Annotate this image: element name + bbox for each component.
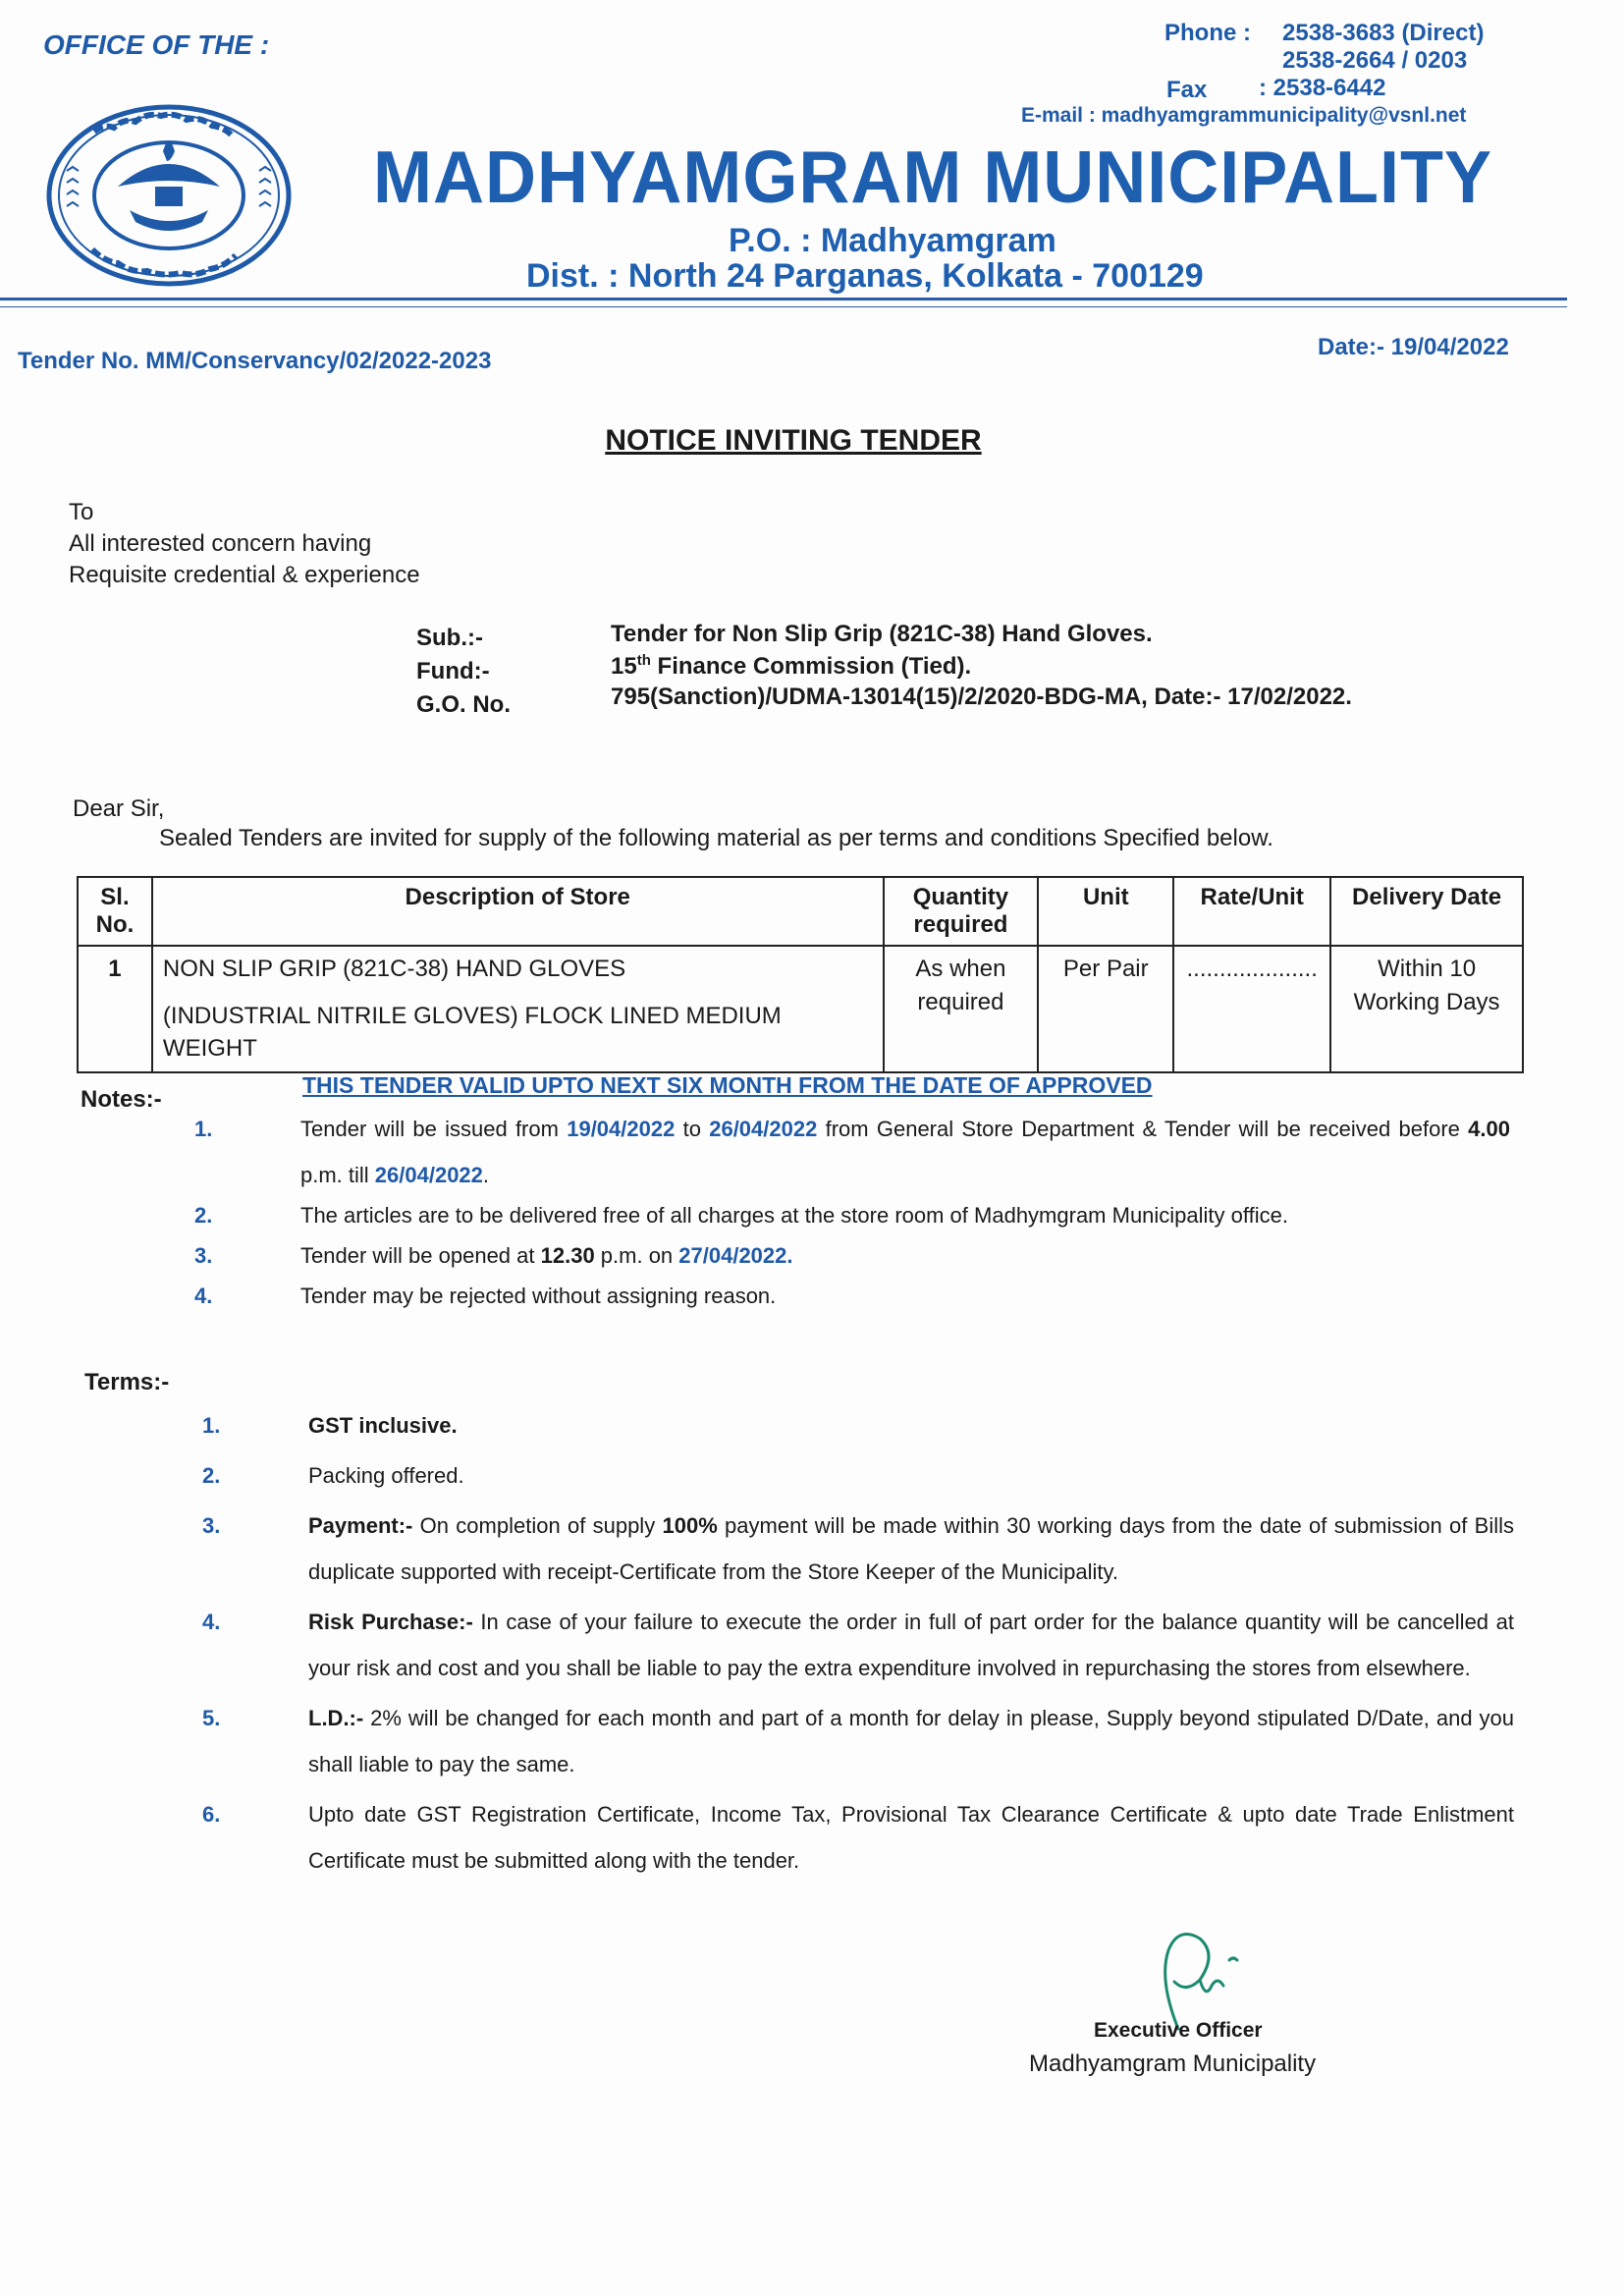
description-line-1: NON SLIP GRIP (821C-38) HAND GLOVES xyxy=(162,956,626,982)
validity-notice: THIS TENDER VALID UPTO NEXT SIX MONTH FROM THE DATE OF APPROVED xyxy=(302,1072,1153,1098)
addressee-line-1: All interested concern having xyxy=(69,530,372,557)
header-divider-thin xyxy=(0,306,1567,307)
header-sl-no: Sl. No. xyxy=(78,877,152,946)
cell-rate: .................... xyxy=(1173,946,1330,1072)
cell-description xyxy=(152,946,884,1072)
go-number-label: G.O. No. xyxy=(416,691,511,718)
notice-date: Date:- 19/04/2022 xyxy=(1318,334,1509,360)
municipality-seal-logo xyxy=(45,102,293,289)
table-row xyxy=(78,946,1523,1072)
table-header-row xyxy=(78,877,1523,946)
header-quantity: Quantity required xyxy=(884,877,1039,946)
term-item-number: 1. xyxy=(202,1413,221,1438)
post-office-line: P.O. : Madhyamgram xyxy=(729,222,1056,259)
salutation: Dear Sir, xyxy=(73,795,165,822)
description-line-2: (INDUSTRIAL NITRILE GLOVES) FLOCK LINED MEDIUM WEIGHT xyxy=(162,1002,782,1063)
district-line: Dist. : North 24 Parganas, Kolkata - 700129 xyxy=(526,257,1204,295)
note-item-text: Tender may be rejected without assigning reason. xyxy=(300,1284,777,1308)
term-item-text: Upto date GST Registration Certificate, Income Tax, Provisional Tax Clearance Certificate & upto date Trade Enlistment Certificate must be submitted along with the tender. xyxy=(308,1802,1514,1873)
fax-label: Fax xyxy=(1166,77,1208,103)
header-divider xyxy=(0,298,1567,301)
header-unit: Unit xyxy=(1038,877,1173,946)
term-item-text: L.D.:- 2% will be changed for each month and part of a month for delay in please, Supply beyond stipulated D/Date, and you shall liable to pay the same. xyxy=(308,1706,1514,1777)
addressee-to: To xyxy=(69,499,94,525)
term-item xyxy=(202,1452,1514,1499)
term-item-number: 2. xyxy=(202,1463,221,1488)
term-item-number: 4. xyxy=(202,1610,221,1634)
term-item-text: Packing offered. xyxy=(308,1463,464,1488)
notes-list xyxy=(194,1106,1510,1313)
office-of-label: OFFICE OF THE : xyxy=(43,29,270,60)
note-item-number: 1. xyxy=(194,1117,213,1141)
term-item-number: 6. xyxy=(202,1802,221,1827)
signatory-title: Executive Officer xyxy=(1094,2019,1263,2042)
tender-number: Tender No. MM/Conservancy/02/2022-2023 xyxy=(18,348,492,374)
cell-sl: 1 xyxy=(78,946,152,1072)
term-item xyxy=(202,1695,1514,1787)
cell-unit: Per Pair xyxy=(1038,946,1173,1072)
intro-paragraph: Sealed Tenders are invited for supply of the following material as per terms and conditions Specified below. xyxy=(159,825,1273,851)
terms-list xyxy=(202,1402,1514,1887)
note-item-number: 3. xyxy=(194,1243,213,1268)
term-item-text: GST inclusive. xyxy=(308,1413,458,1438)
term-item-number: 3. xyxy=(202,1513,221,1538)
term-item-text: Risk Purchase:- In case of your failure to execute the order in full of part order for the balance quantity will be cancelled at your risk and cost and you shall be liable to pay the extra expenditure involved in repurchasing the stores from elsewhere. xyxy=(308,1610,1514,1680)
header-delivery: Delivery Date xyxy=(1330,877,1523,946)
note-item-number: 2. xyxy=(194,1203,213,1228)
note-item-number: 4. xyxy=(194,1284,213,1308)
signatory-organization: Madhyamgram Municipality xyxy=(1029,2050,1317,2077)
email-address: E-mail : madhyamgrammunicipality@vsnl.net xyxy=(1021,104,1467,127)
fax-value: : 2538-6442 xyxy=(1259,75,1386,101)
note-item-text: Tender will be opened at 12.30 p.m. on 27/04/2022. xyxy=(300,1243,793,1268)
note-item xyxy=(194,1106,1510,1198)
term-item xyxy=(202,1503,1514,1595)
cell-delivery: Within 10 Working Days xyxy=(1330,946,1523,1072)
store-table xyxy=(77,876,1524,1073)
fund-value: 15th Finance Commission (Tied). xyxy=(611,652,972,680)
subject-value: Tender for Non Slip Grip (821C-38) Hand Gloves. xyxy=(611,621,1153,647)
go-number-value: 795(Sanction)/UDMA-13014(15)/2/2020-BDG-MA, Date:- 17/02/2022. xyxy=(611,683,1352,710)
term-item xyxy=(202,1402,1514,1449)
term-item xyxy=(202,1791,1514,1884)
municipality-title: MADHYAMGRAM MUNICIPALITY xyxy=(373,137,1492,219)
note-item-text: Tender will be issued from 19/04/2022 to 26/04/2022 from General Store Department & Tender will be received before 4.00 p.m. till 26/04/2022. xyxy=(300,1117,1510,1187)
phone-label: Phone : xyxy=(1164,20,1251,46)
header-rate: Rate/Unit xyxy=(1173,877,1330,946)
note-item xyxy=(194,1273,1510,1319)
note-item xyxy=(194,1232,1510,1279)
cell-quantity: As when required xyxy=(884,946,1039,1072)
addressee-line-2: Requisite credential & experience xyxy=(69,562,420,588)
fund-label: Fund:- xyxy=(416,658,490,684)
subject-label: Sub.:- xyxy=(416,625,483,651)
note-item-text: The articles are to be delivered free of all charges at the store room of Madhymgram Municipality office. xyxy=(300,1203,1288,1228)
notes-label: Notes:- xyxy=(81,1086,162,1113)
header-description: Description of Store xyxy=(152,877,884,946)
terms-label: Terms:- xyxy=(84,1369,170,1395)
term-item xyxy=(202,1599,1514,1691)
note-item xyxy=(194,1192,1510,1238)
notice-title: NOTICE INVITING TENDER xyxy=(605,424,982,457)
term-item-text: Payment:- On completion of supply 100% payment will be made within 30 working days from the date of submission of Bills duplicate supported with receipt-Certificate from the Store Keeper of the Municipality. xyxy=(308,1513,1514,1584)
phone-direct: 2538-3683 (Direct) xyxy=(1282,20,1485,46)
phone-other: 2538-2664 / 0203 xyxy=(1282,47,1468,74)
term-item-number: 5. xyxy=(202,1706,221,1730)
